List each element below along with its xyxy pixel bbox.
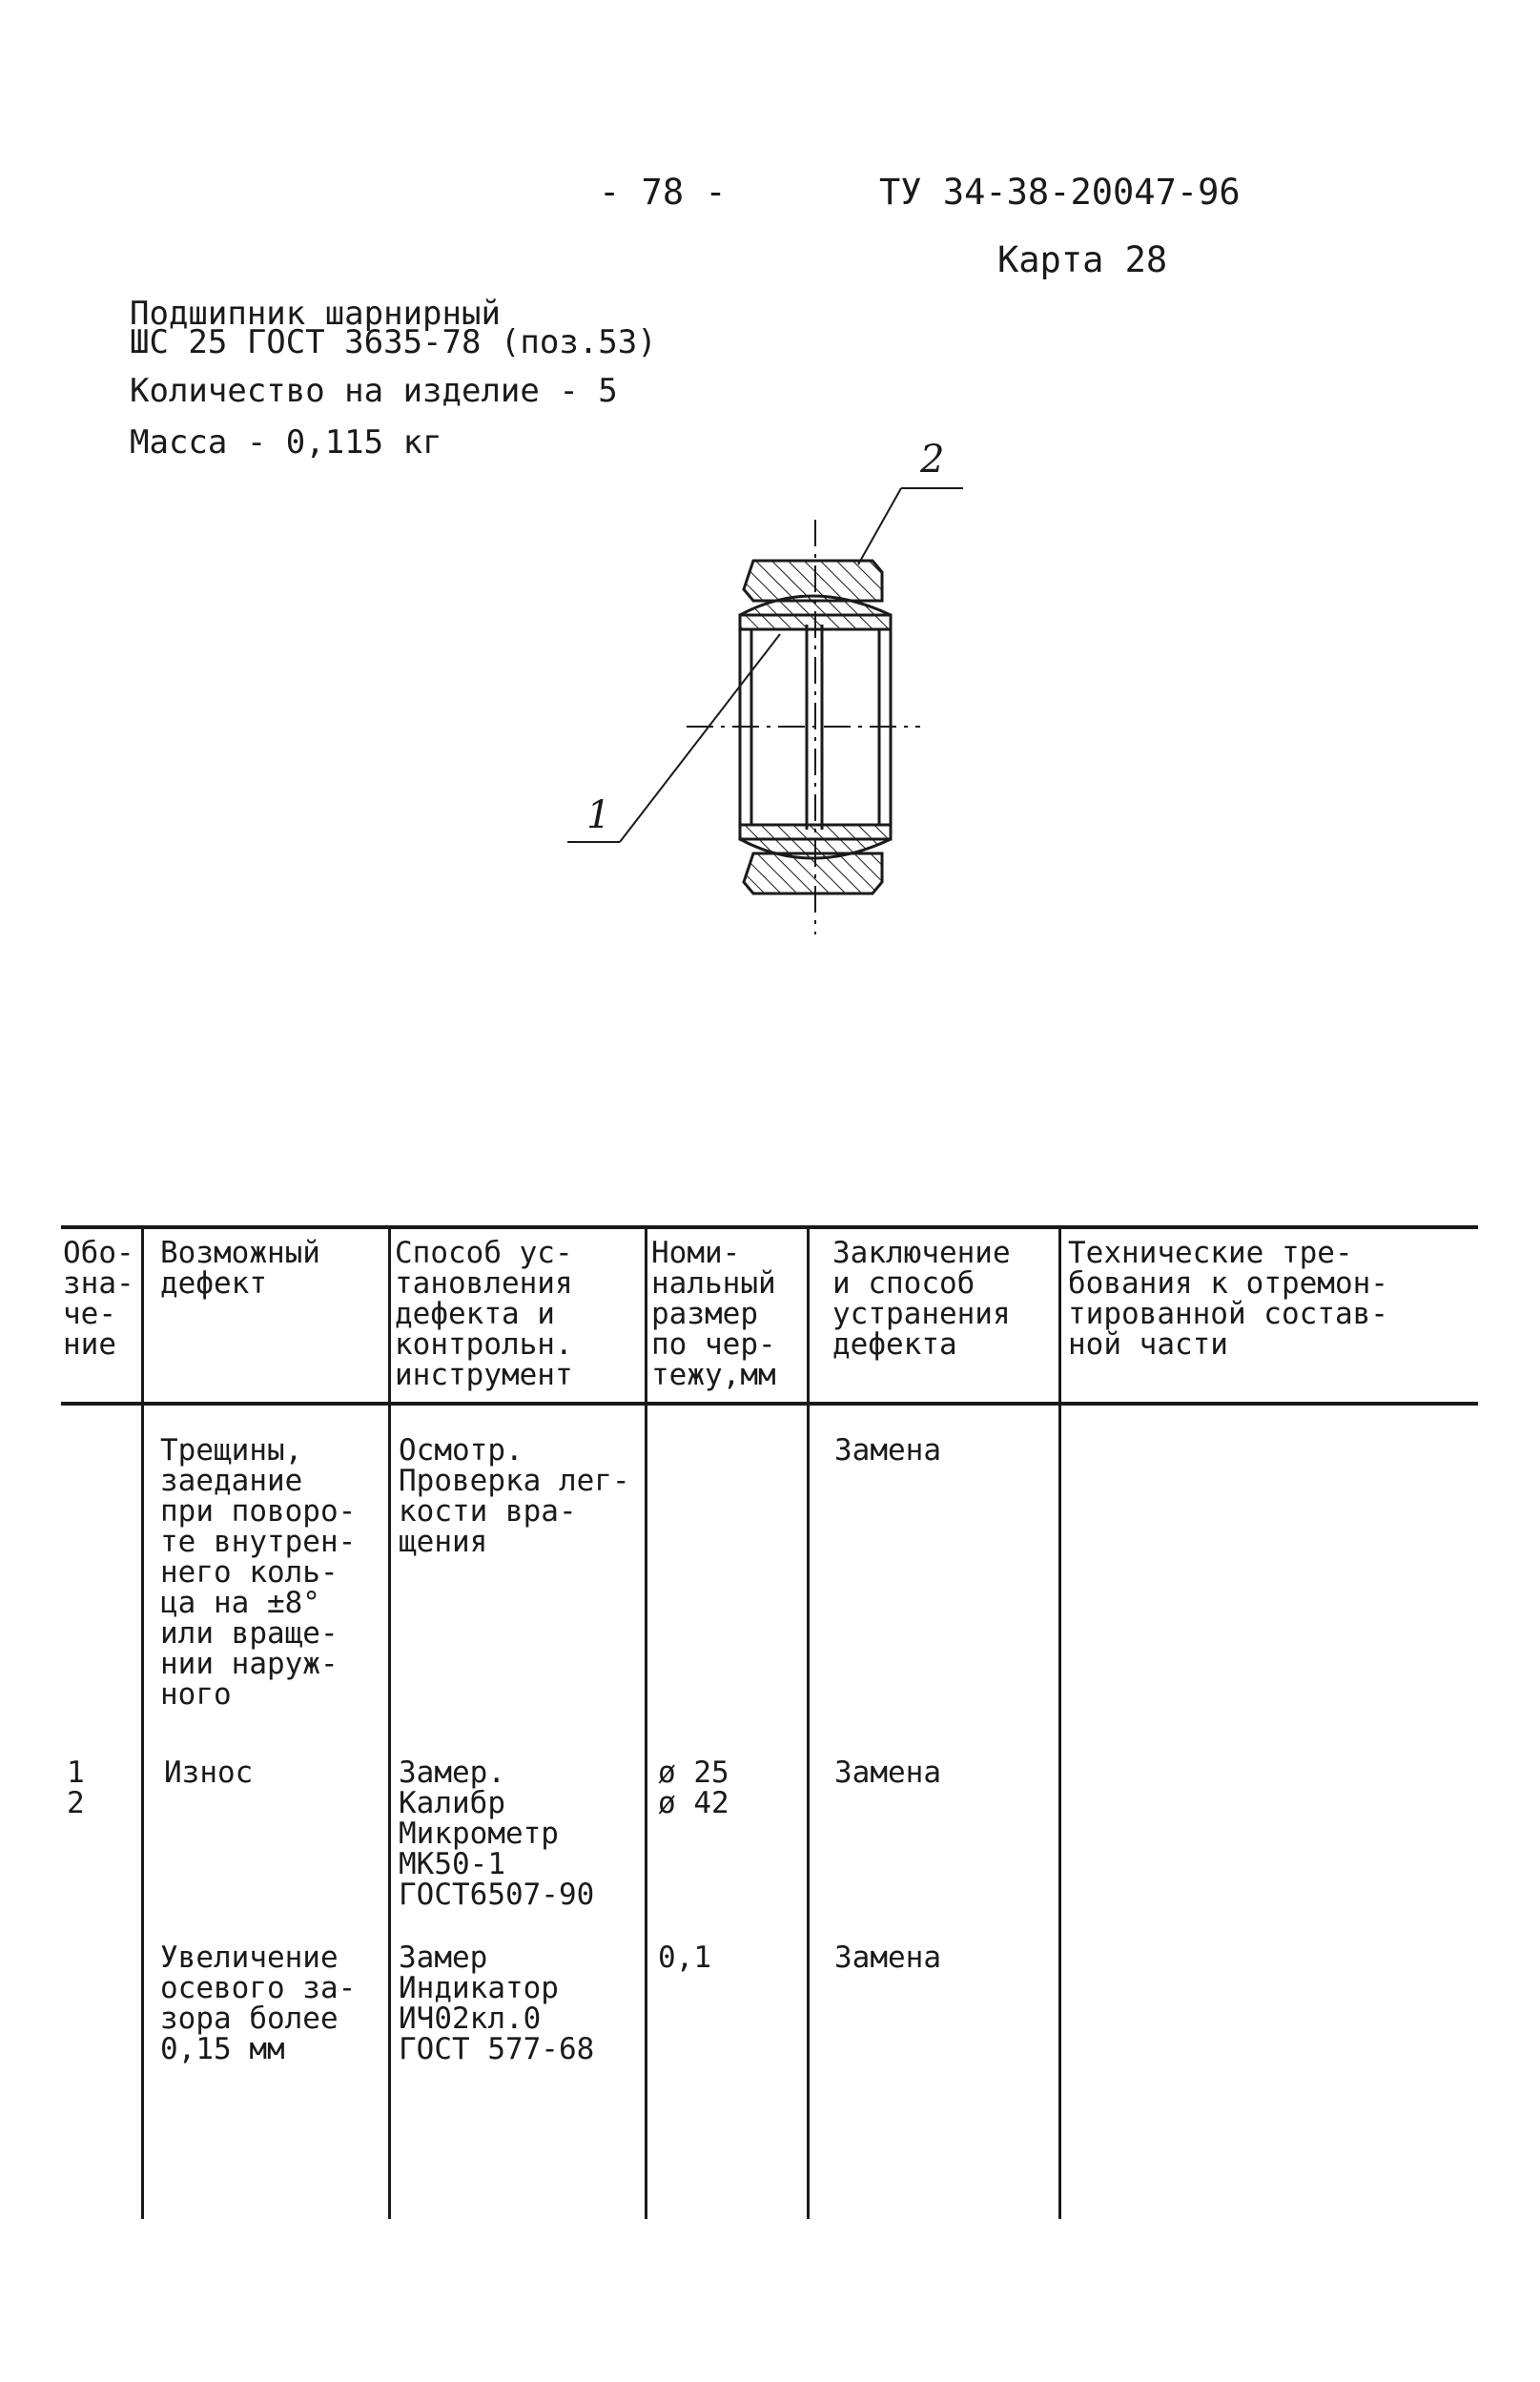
- row3-method: Замер Индикатор ИЧ02кл.0 ГОСТ 577-68: [399, 1941, 595, 2066]
- leader-line-2: [858, 488, 963, 565]
- card-number: Карта 28: [997, 239, 1168, 280]
- table-col-divider-3: [645, 1227, 647, 2219]
- row2-conclusion: Замена: [834, 1756, 941, 1790]
- row2-designation: 1 2: [67, 1756, 85, 1820]
- part-mass: Масса - 0,115 кг: [130, 423, 442, 462]
- row2-defect: Износ: [164, 1756, 254, 1790]
- row3-defect: Увеличение осевого за- зора более 0,15 мм: [160, 1941, 357, 2066]
- bearing-drawing: [0, 0, 1540, 954]
- table-col-divider-4: [807, 1227, 810, 2219]
- header-defect: Возможный дефект: [160, 1236, 320, 1301]
- table-col-divider-5: [1058, 1227, 1061, 2219]
- row1-conclusion: Замена: [834, 1433, 941, 1468]
- header-designation: Обо- зна- че- ние: [63, 1236, 134, 1362]
- row3-nominal-size: 0,1: [658, 1941, 711, 1975]
- row2-nominal-size: ø 25 ø 42: [658, 1756, 729, 1820]
- callout-2: 2: [920, 438, 945, 482]
- row3-conclusion: Замена: [834, 1941, 941, 1975]
- header-conclusion: Заключение и способ устранения дефекта: [832, 1236, 1011, 1362]
- table-top-border: [61, 1225, 1478, 1229]
- page-number: - 78 -: [599, 172, 727, 213]
- header-method: Способ ус- тановления дефекта и контрольн. инструмент: [395, 1236, 573, 1392]
- table-col-divider-2: [388, 1227, 391, 2219]
- row1-defect: Трещины, заедание при поворо- те внутрен- него коль- ца на ±8° или враще- нии наруж- ного: [160, 1433, 357, 1712]
- row1-method: Осмотр. Проверка лег- кости вра- щения: [399, 1433, 630, 1559]
- header-requirements: Технические тре- бования к отремон- тированной состав- ной части: [1068, 1236, 1388, 1362]
- row2-method: Замер. Калибр Микрометр МК50-1 ГОСТ6507-90: [399, 1756, 595, 1912]
- table-header-border: [61, 1402, 1478, 1406]
- header-nominal-size: Номи- нальный размер по чер- тежу,мм: [651, 1236, 776, 1392]
- document-code: ТУ 34-38-20047-96: [879, 172, 1241, 213]
- part-name-line-1: Подшипник шарнирный: [130, 295, 501, 333]
- part-name-line-2: ШС 25 ГОСТ 3635-78 (поз.53): [130, 323, 657, 361]
- callout-1: 1: [586, 793, 611, 837]
- table-col-divider-1: [141, 1227, 144, 2219]
- part-quantity: Количество на изделие - 5: [130, 372, 618, 410]
